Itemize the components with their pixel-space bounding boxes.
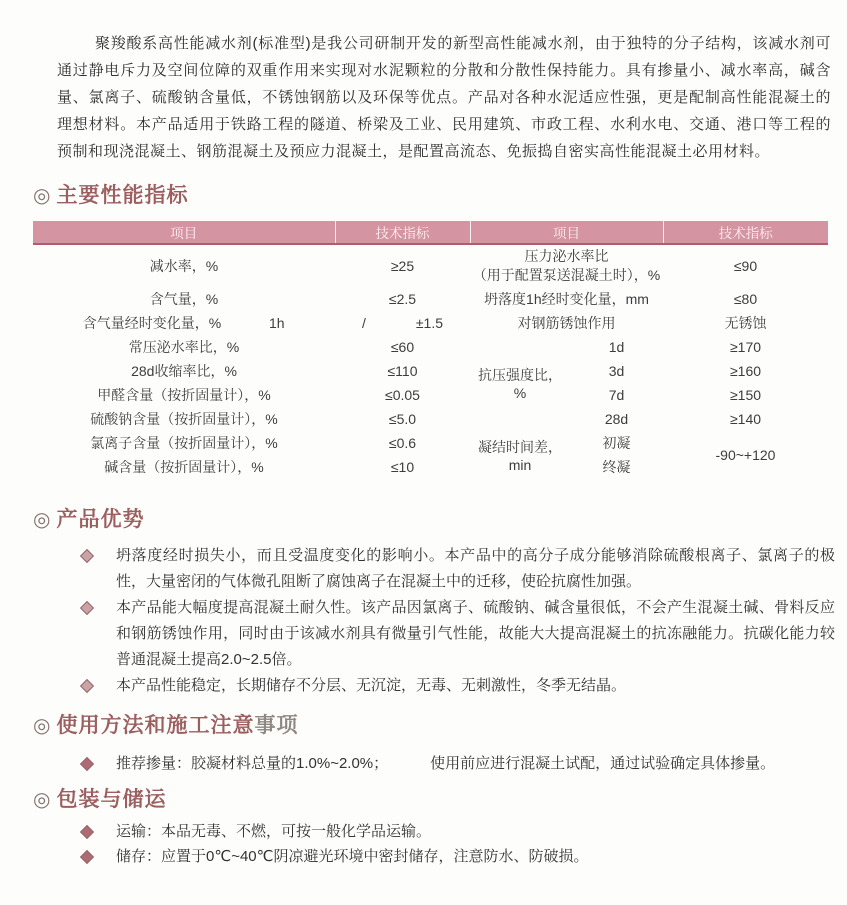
cell-value: ≥150: [729, 387, 762, 403]
cell-value: ≤110: [387, 363, 418, 379]
diamond-bullet-icon: [80, 679, 94, 693]
cell-value: [335, 311, 470, 335]
cell-value: ≤2.5: [388, 291, 417, 307]
cell-value: ≤60: [390, 339, 415, 355]
section-heading-performance: [33, 181, 847, 211]
section-marker-icon: ◎: [33, 185, 52, 207]
cell-value: ≤0.6: [388, 435, 417, 451]
section-heading-advantages: [33, 505, 847, 535]
cell-age: 7d: [608, 387, 625, 403]
cell-item: 坍落度1h经时变化量，mm: [484, 291, 649, 307]
usage-note: 使用前应进行混凝土试配，通过试验确定具体掺量。: [430, 755, 776, 772]
table-row: [33, 311, 828, 335]
section-title-usage-faded: 事项: [254, 714, 299, 737]
diamond-bullet-icon: [80, 549, 94, 563]
packaging-text: 储存：应置于0℃~40℃阴凉避光环境中密封储存，注意防水、防破损。: [116, 848, 589, 865]
cell-item: 氯离子含量（按折固量计），%: [90, 435, 278, 451]
cell-item: 含气量，%: [149, 291, 219, 307]
cell-value: ≥160: [729, 363, 762, 379]
table-row: [33, 244, 828, 287]
cell-value: ≤80: [733, 291, 758, 307]
cell-item-label: 含气量经时变化量，%: [82, 315, 222, 331]
cell-item: 减水率，%: [149, 258, 219, 274]
cell-item: 硫酸钠含量（按折固量计），%: [90, 411, 278, 427]
usage-list: [0, 751, 847, 777]
list-item: [82, 595, 835, 673]
intro-paragraph: 聚羧酸系高性能减水剂(标准型)是我公司研制开发的新型高性能减水剂，由于独特的分子结构，该减水剂可通过静电斥力及空间位障的双重作用来实现对水泥颗粒的分散和分散性保持能力。具有掺量小、减水率高，碱含量、氯离子、硫酸钠含量低，不锈蚀钢筋以及环保等优点。产品对各种水泥适应性强，更是配制高性能混凝土的理想材料。本产品适用于铁路工程的隧道、桥梁及工业、民用建筑、市政工程、水利水电、交通、港口等工程的预制和现浇混凝土、钢筋混凝土及预应力混凝土，是配置高流态、免振捣自密实高性能混凝土必用材料。: [57, 35, 831, 160]
cell-value: ≤5.0: [388, 411, 417, 427]
cell-item: 甲醛含量（按折固量计），%: [97, 387, 271, 403]
cell-group-label: 抗压强度比，%: [478, 367, 562, 401]
cell-value: ≥140: [729, 411, 762, 427]
list-item: [82, 844, 835, 869]
header-item-left: 项目: [33, 221, 335, 244]
cell-value: ≤0.05: [385, 387, 420, 403]
section-heading-packaging: [33, 785, 847, 815]
table-header-row: [33, 221, 828, 244]
cell-value: ≥170: [729, 339, 762, 355]
table-row: [33, 383, 828, 407]
cell-item-line1: 压力泌水率比: [524, 248, 609, 264]
usage-dosage: 推荐掺量：胶凝材料总量的1.0%~2.0%；: [116, 755, 389, 772]
cell-tolerance: ±1.5: [415, 315, 443, 331]
section-title-packaging: 包装与储运: [56, 788, 167, 811]
advantage-text: 本产品性能稳定，长期储存不分层、无沉淀，无毒、无刺激性，冬季无结晶。: [116, 677, 627, 694]
cell-item-line2: （用于配置泵送混凝土时），%: [472, 267, 661, 283]
advantage-text: 坍落度经时损失小，而且受温度变化的影响小。本产品中的高分子成分能够消除硫酸根离子、氯离子的极性，大量密闭的气体微孔阻断了腐蚀离子在混凝土中的迁移，使砼抗腐性加强。: [116, 547, 835, 590]
usage-text: [116, 751, 775, 777]
performance-table: [33, 221, 828, 479]
diamond-bullet-icon: [80, 850, 94, 864]
table-row: [33, 335, 828, 359]
table-row: [33, 431, 828, 455]
cell-age: 3d: [608, 363, 625, 379]
table-row: [33, 359, 828, 383]
list-item: [82, 751, 835, 777]
diamond-bullet-icon: [80, 601, 94, 615]
advantages-list: [0, 543, 847, 699]
list-item: [82, 543, 835, 595]
cell-value: 无锈蚀: [724, 315, 767, 331]
cell-sub-label: 初凝: [602, 435, 631, 451]
packaging-list: [0, 819, 847, 869]
cell-age: 28d: [604, 411, 629, 427]
document-page: [0, 30, 847, 869]
header-spec-right: 技术指标: [663, 221, 828, 244]
table-row: [33, 407, 828, 431]
cell-slash: /: [361, 315, 366, 331]
cell-group-label: 凝结时间差，min: [478, 439, 562, 473]
list-item: [82, 673, 835, 699]
cell-value: ≥25: [390, 258, 415, 274]
cell-time-label: 1h: [269, 315, 285, 331]
header-item-right: 项目: [470, 221, 663, 244]
cell-item: [33, 311, 335, 335]
section-marker-icon: ◎: [33, 715, 52, 737]
cell-age: 1d: [608, 339, 625, 355]
cell-sub-label: 终凝: [602, 459, 631, 475]
header-spec-left: 技术指标: [335, 221, 470, 244]
cell-value: ≤10: [390, 459, 415, 475]
cell-item: 对钢筋锈蚀作用: [517, 315, 616, 331]
section-title-performance: 主要性能指标: [56, 184, 189, 207]
diamond-bullet-icon: [80, 825, 94, 839]
advantage-text: 本产品能大幅度提高混凝土耐久性。该产品因氯离子、硫酸钠、碱含量很低，不会产生混凝土碱、骨料反应和钢筋锈蚀作用，同时由于该减水剂具有微量引气性能，故能大大提高混凝土的抗冻融能力。抗碳化能力较普通混凝土提高2.0~2.5倍。: [116, 599, 835, 668]
section-marker-icon: ◎: [33, 509, 52, 531]
cell-item: 28d收缩率比，%: [131, 363, 237, 379]
packaging-text: 运输：本品无毒、不燃，可按一般化学品运输。: [116, 823, 432, 840]
diamond-bullet-icon: [80, 757, 94, 771]
cell-item: 常压泌水率比，%: [128, 339, 240, 355]
cell-value: -90~+120: [715, 447, 776, 463]
section-heading-usage: [33, 711, 847, 741]
list-item: [82, 819, 835, 844]
section-title-advantages: 产品优势: [56, 508, 145, 531]
section-marker-icon: ◎: [33, 789, 52, 811]
cell-item: 碱含量（按折固量计），%: [104, 459, 264, 475]
table-row: [33, 287, 828, 311]
cell-item: [470, 244, 663, 287]
section-title-usage: 使用方法和施工注意: [56, 714, 255, 737]
cell-value: ≤90: [733, 258, 758, 274]
